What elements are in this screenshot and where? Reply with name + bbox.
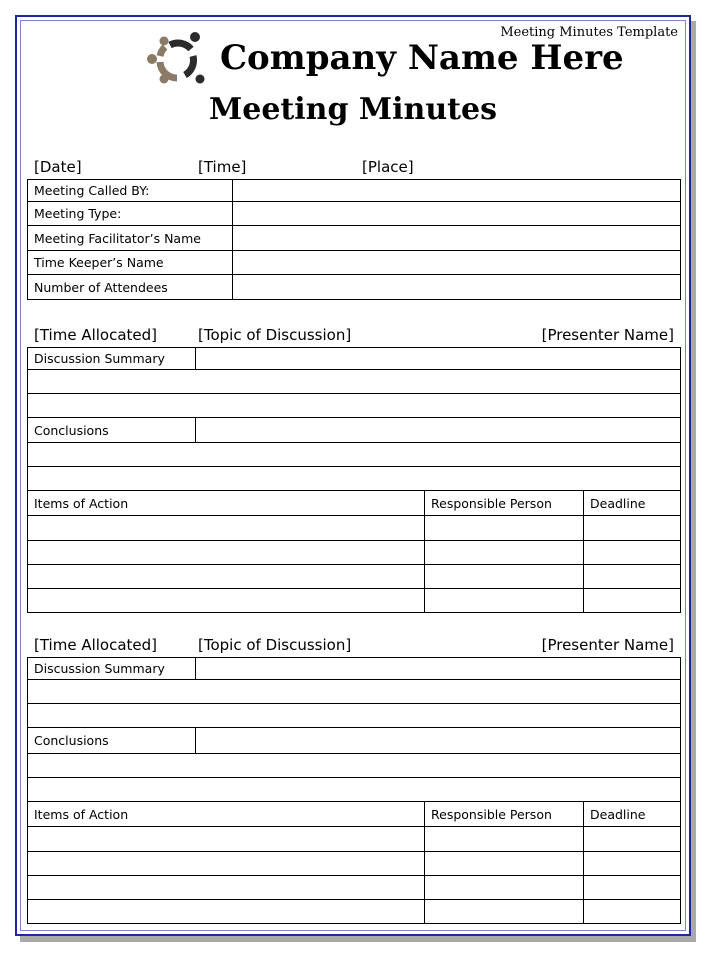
action-item-cell[interactable] — [28, 876, 425, 900]
table-row — [28, 348, 681, 370]
discussion-line[interactable] — [28, 680, 681, 704]
table-row — [28, 275, 681, 300]
place-placeholder[interactable]: [Place] — [362, 158, 414, 176]
responsible-person-cell[interactable] — [425, 900, 584, 924]
deadline-cell[interactable] — [584, 516, 681, 541]
discussion-line[interactable] — [28, 370, 681, 394]
meeting-called-by-field[interactable] — [233, 180, 681, 202]
items-of-action-header: Items of Action — [28, 802, 425, 827]
time-allocated-placeholder[interactable]: [Time Allocated] — [34, 636, 158, 654]
discussion-summary-label: Discussion Summary — [28, 658, 196, 680]
deadline-cell[interactable] — [584, 827, 681, 852]
deadline-cell[interactable] — [584, 900, 681, 924]
date-placeholder[interactable]: [Date] — [34, 158, 82, 176]
conclusions-line[interactable] — [28, 467, 681, 491]
discussion-line[interactable] — [28, 394, 681, 418]
action-item-cell[interactable] — [28, 589, 425, 613]
presenter-placeholder[interactable]: [Presenter Name] — [541, 326, 674, 344]
table-row — [28, 251, 681, 275]
deadline-cell[interactable] — [584, 589, 681, 613]
template-label: Meeting Minutes Template — [500, 25, 678, 40]
company-name: Company Name Here — [220, 38, 624, 78]
conclusions-field[interactable] — [196, 418, 681, 443]
table-row — [28, 226, 681, 251]
time-allocated-placeholder[interactable]: [Time Allocated] — [34, 326, 158, 344]
responsible-person-cell[interactable] — [425, 565, 584, 589]
deadline-cell[interactable] — [584, 541, 681, 565]
table-row — [28, 589, 681, 613]
table-row — [28, 541, 681, 565]
table-row — [28, 443, 681, 467]
table-row — [28, 704, 681, 728]
discussion-summary-label: Discussion Summary — [28, 348, 196, 370]
conclusions-field[interactable] — [196, 728, 681, 754]
time-placeholder[interactable]: [Time] — [198, 158, 247, 176]
table-row — [28, 180, 681, 202]
responsible-person-cell[interactable] — [425, 516, 584, 541]
conclusions-line[interactable] — [28, 754, 681, 778]
people-circle-logo-icon — [144, 29, 206, 89]
action-items-table — [27, 490, 681, 613]
responsible-person-cell[interactable] — [425, 589, 584, 613]
action-item-cell[interactable] — [28, 516, 425, 541]
table-row — [28, 827, 681, 852]
deadline-header: Deadline — [584, 491, 681, 516]
table-row — [28, 754, 681, 778]
deadline-header: Deadline — [584, 802, 681, 827]
responsible-person-header: Responsible Person — [425, 491, 584, 516]
document-title: Meeting Minutes — [209, 92, 497, 127]
table-row — [28, 802, 681, 827]
responsible-person-cell[interactable] — [425, 541, 584, 565]
facilitator-name-field[interactable] — [233, 226, 681, 251]
responsible-person-cell[interactable] — [425, 876, 584, 900]
action-item-cell[interactable] — [28, 827, 425, 852]
topic-placeholder[interactable]: [Topic of Discussion] — [198, 326, 352, 344]
meeting-type-field[interactable] — [233, 202, 681, 226]
action-item-cell[interactable] — [28, 852, 425, 876]
table-row — [28, 852, 681, 876]
deadline-cell[interactable] — [584, 876, 681, 900]
discussion-line[interactable] — [28, 704, 681, 728]
number-of-attendees-label: Number of Attendees — [28, 275, 233, 300]
items-of-action-header: Items of Action — [28, 491, 425, 516]
meeting-called-by-label: Meeting Called BY: — [28, 180, 233, 202]
meeting-info-table — [27, 179, 681, 300]
time-keeper-name-label: Time Keeper’s Name — [28, 251, 233, 275]
facilitator-name-label: Meeting Facilitator’s Name — [28, 226, 233, 251]
responsible-person-header: Responsible Person — [425, 802, 584, 827]
table-row — [28, 728, 681, 754]
deadline-cell[interactable] — [584, 852, 681, 876]
time-keeper-name-field[interactable] — [233, 251, 681, 275]
table-row — [28, 900, 681, 924]
table-row — [28, 202, 681, 226]
table-row — [28, 491, 681, 516]
discussion-summary-field[interactable] — [196, 348, 681, 370]
discussion-table — [27, 347, 681, 491]
presenter-placeholder[interactable]: [Presenter Name] — [541, 636, 674, 654]
table-row — [28, 876, 681, 900]
number-of-attendees-field[interactable] — [233, 275, 681, 300]
deadline-cell[interactable] — [584, 565, 681, 589]
table-row — [28, 565, 681, 589]
action-items-table — [27, 801, 681, 924]
action-item-cell[interactable] — [28, 900, 425, 924]
topic-placeholder[interactable]: [Topic of Discussion] — [198, 636, 352, 654]
table-row — [28, 680, 681, 704]
action-item-cell[interactable] — [28, 565, 425, 589]
responsible-person-cell[interactable] — [425, 827, 584, 852]
action-item-cell[interactable] — [28, 541, 425, 565]
responsible-person-cell[interactable] — [425, 852, 584, 876]
meeting-type-label: Meeting Type: — [28, 202, 233, 226]
table-row — [28, 467, 681, 491]
table-row — [28, 778, 681, 802]
table-row — [28, 418, 681, 443]
conclusions-label: Conclusions — [28, 728, 196, 754]
discussion-table — [27, 657, 681, 802]
conclusions-line[interactable] — [28, 778, 681, 802]
table-row — [28, 370, 681, 394]
table-row — [28, 516, 681, 541]
table-row — [28, 394, 681, 418]
conclusions-label: Conclusions — [28, 418, 196, 443]
discussion-summary-field[interactable] — [196, 658, 681, 680]
table-row — [28, 658, 681, 680]
conclusions-line[interactable] — [28, 443, 681, 467]
